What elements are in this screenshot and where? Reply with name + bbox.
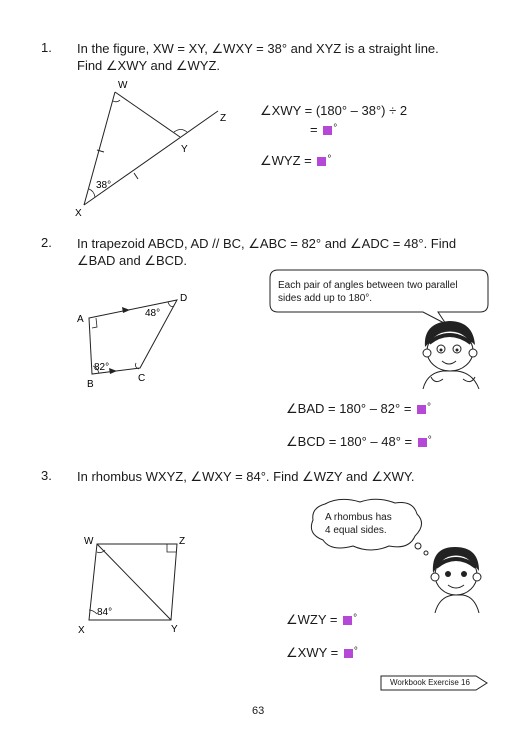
boy-character-icon (413, 315, 493, 390)
answer-box[interactable] (323, 126, 332, 135)
page-number: 63 (252, 705, 265, 717)
q2-text-line1: In trapezoid ABCD, AD // BC, ∠ABC = 82° and ∠ADC = 48°. Find (77, 236, 457, 251)
q1-label-z: Z (220, 113, 227, 124)
q2-trapezoid-figure (75, 288, 205, 393)
q3-equation-2: ∠XWY = ° (286, 645, 358, 660)
q3-label-y: Y (171, 624, 178, 635)
q3-label-z: Z (179, 536, 186, 547)
q1-text-line1: In the figure, XW = XY, ∠WXY = 38° and XYZ is a straight line. (77, 41, 439, 56)
q1-label-x: X (75, 208, 82, 219)
q2-equation-2: ∠BCD = 180° – 48° = ° (286, 434, 432, 449)
q3-rhombus-figure (75, 530, 195, 640)
q1-triangle-figure (70, 75, 240, 225)
q2-label-c: C (138, 373, 146, 384)
answer-box[interactable] (343, 616, 352, 625)
q3-bubble-text: A rhombus has 4 equal sides. (325, 512, 392, 536)
q2-number: 2. (41, 235, 52, 250)
q1-text-line2: Find ∠XWY and ∠WYZ. (77, 58, 220, 73)
q2-equation-1: ∠BAD = 180° – 82° = ° (286, 401, 432, 416)
q3-label-x: X (78, 625, 85, 636)
q3-equation-1: ∠WZY = ° (286, 612, 358, 627)
q1-equation-2: ∠WYZ = ° (260, 153, 332, 168)
q2-bubble-text: Each pair of angles between two parallel sides add up to 180°. (278, 280, 458, 304)
workbook-exercise-label: Workbook Exercise 16 (390, 678, 470, 687)
q3-number: 3. (41, 468, 52, 483)
q3-angle-label: 84° (97, 607, 113, 618)
q1-equation-1-result: = ° (310, 122, 338, 137)
q3-text-line1: In rhombus WXYZ, ∠WXY = 84°. Find ∠WZY and ∠XWY. (77, 469, 415, 484)
q1-label-y: Y (181, 144, 188, 155)
boy-character-icon (423, 543, 488, 613)
q1-number: 1. (41, 40, 52, 55)
q1-angle-label: 38° (96, 180, 112, 191)
q2-label-a: A (77, 314, 84, 325)
q2-text-line2: ∠BAD and ∠BCD. (77, 253, 188, 268)
answer-box[interactable] (344, 649, 353, 658)
q1-equation-1: ∠XWY = (180° – 38°) ÷ 2 (260, 103, 408, 118)
q2-label-b: B (87, 379, 94, 390)
q2-angle-d-label: 48° (145, 308, 161, 319)
q3-label-w: W (84, 536, 94, 547)
answer-box[interactable] (418, 438, 427, 447)
answer-box[interactable] (417, 405, 426, 414)
q2-label-d: D (180, 293, 188, 304)
q2-angle-b-label: 82° (94, 362, 110, 373)
answer-box[interactable] (317, 157, 326, 166)
q1-label-w: W (118, 80, 128, 91)
